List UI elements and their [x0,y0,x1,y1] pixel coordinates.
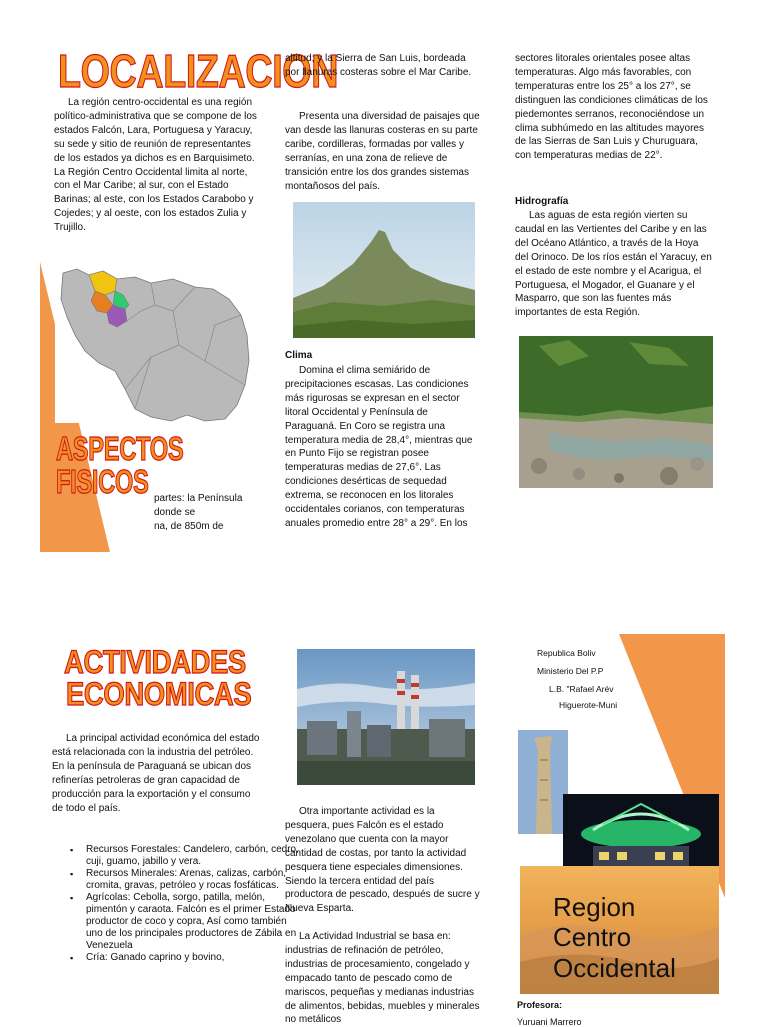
bullet-cria: ▪ Cría: Ganado caprino y bovino, [86,952,300,964]
actividades-title-line-2: ECONOMICAS [66,676,252,712]
venezuela-map [55,265,253,423]
clima-continuation-text: sectores litorales orientales posee altas temperaturas. Algo más favorables, con temperaturas entre los 25° a los 27°, se distinguen las condiciones climáticas de los piedemontes serranos, reconociéndose un clima subhúmedo en las altitudes mayores de las Sierras de San Luis y Churuguara, con temperaturas medias de 22°. [515,53,708,162]
mountain-photo [293,202,475,338]
hidrografia-text: Las aguas de esta región vierten su caudal en las Vertientes del Caribe y en las del Océano Atlántico, a través de la Hoya del Orinoco. De los ríos están el Yaracuy, en el estado de este nombre y el Acarigua, el Portuguesa, el Mogador, el Guanare y el Masparro, que son las fuentes más importantes de esta Región. [515,210,712,319]
aspectos-partial-line-1: partes: la Península [154,493,243,504]
aspectos-fisicos-title: ASPECTOS FISICOS [56,430,184,500]
aspectos-partial-line-2: donde se [154,507,196,518]
aspectos-partial-line-3: na, de 850m de [154,521,224,532]
cover-header-line-3: L.B. "Rafael Arév [549,684,614,694]
panel-hidrografia [515,52,715,512]
cover-header-line-4: Higuerote-Muni [559,700,618,710]
desert-cover-image [520,866,719,994]
industrial-text: La Actividad Industrial se basa en: industrias de refinación de petróleo, industrias de procesamiento, congelado y empacado tanto de pescado como de mariscos, pequeñas y medianas industrias de alimentos, bebidas, muebles y minerales no metálicos [285,931,480,1026]
cover-title-line-3: Occidental [553,953,676,983]
hidrografia-heading: Hidrografía [515,196,569,207]
clima-text: Domina el clima semiárido de precipitaciones escasas. Las condiciones más rigurosas se expresan en el sector litoral Occidental y Península de Paraguaná. En Coro se registra una temperatura media de 28,4°, mientras que en Punto Fijo se registran posee temperaturas medias de 27,6°. Las condiciones desérticas de sequedad extrema, se reconocen en los litorales occidentales corianos, con temperaturas anuales promedio entre 28° a 29°. En los [285,365,473,529]
actividades-title-line-1: ACTIVIDADES [64,644,246,680]
relieve-text-2: Presenta una diversidad de paisajes que van desde las llanuras costeras en su parte caribe, cordilleras, formadas por valles y serranías, en una zona de relieve de transición entre los dos grandes sistemas montañosos del país. [285,111,480,192]
panel-actividad-pesquera [285,645,485,1024]
actividades-text: La principal actividad económica del estado está relacionada con la industria del petróleo. En la península de Paraguaná se ubican dos refinerías petroleras de gran capacidad de producción para la exportación y el consumo de todo el país. [52,733,260,814]
refinery-photo [297,649,475,785]
relieve-text-1: altitud; y la Sierra de San Luis, bordeada por llanuras costeras sobre el Mar Caribe. [285,53,472,78]
profesora-label: Profesora: [517,1000,563,1010]
localizacion-title: LOCALIZACION [58,45,339,97]
bullet-agricolas: ▪ Agrícolas: Cebolla, sorgo, patilla, melón, pimentón y caraota. Falcón es el primer Estado productor de coco y copra, Así como también uno de los principales productores de Zábila en Venezuela [86,892,300,952]
actividades-bullet-list [52,844,300,964]
cover-title-line-1: Region [553,892,636,922]
bullet-recursos-forestales: ▪ Recursos Forestales: Candelero, carbón, cedro, cuji, guamo, jabillo y vera. [86,844,300,868]
cover-title-line-2: Centro [553,922,632,952]
pesquera-text: Otra importante actividad es la pesquera, pues Falcón es el estado venezolano que cuenta con la mayor cantidad de costas, por tanto la actividad pesquera tiene especiales dimensiones. Siendo la tercera entidad del país productora de pescado, después de sucre y Nueva Esparta. [285,806,480,915]
bullet-recursos-minerales: ▪ Recursos Minerales: Arenas, calizas, carbón, cromita, gravas, petróleo y rocas fosfáticas. [86,868,300,892]
cover-header-line-1: Republica Boliv [537,648,596,658]
clima-heading: Clima [285,350,313,361]
localizacion-text: La región centro-occidental es una región político-administrativa que se compone de los estados Falcón, Lara, Portuguesa y Yaracuy, su sede y sitio de reunión de representantes de los estados ya dichos es en Barquisimeto. La Región Centro Occidental limita al norte, con el Mar Caribe; al sur, con el Estado Barinas; al este, con los Estados Carabobo y Cojedes; y al oeste, con los estados Zulia y Trujillo. [54,97,257,234]
panel-actividades-economicas [40,640,299,1024]
panel-aspectos-continuacion [285,52,485,532]
cover-header-line-2: Ministerio Del P.P [537,666,604,676]
river-photo [519,336,713,488]
panel-cover [515,630,768,1027]
profesora-name: Yuruani Marrero [517,1017,582,1027]
tower-photo [518,730,568,834]
